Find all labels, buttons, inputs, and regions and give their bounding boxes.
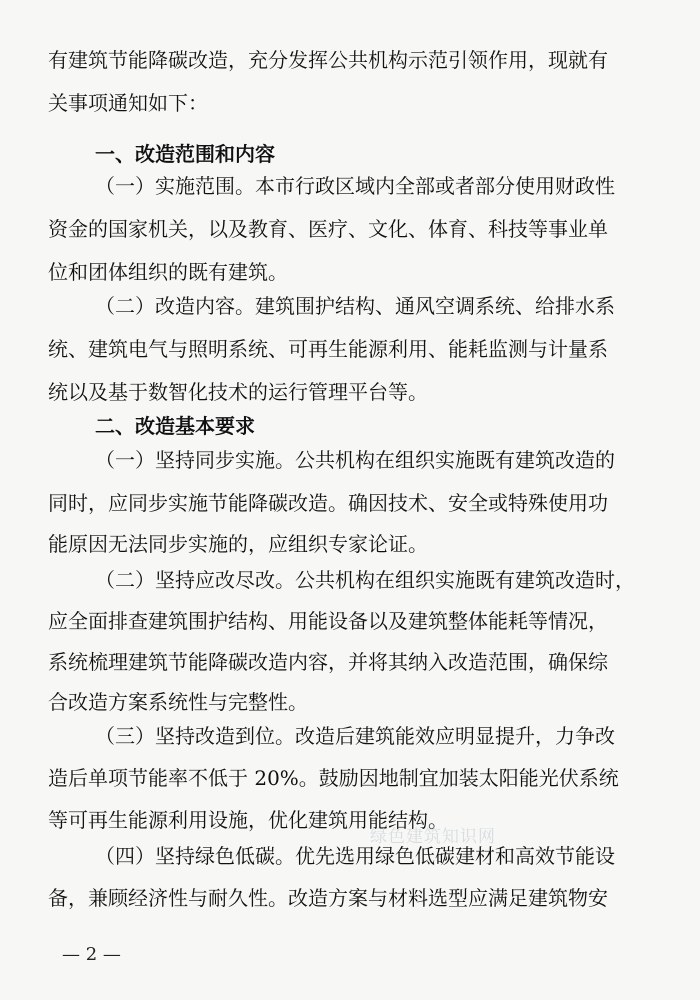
text-line-5: 资金的国家机关，以及教育、医疗、文化、体育、科技等事业单 [48, 217, 608, 241]
text-line-22: 备，兼顾经济性与耐久性。改造方案与材料选型应满足建筑物安 [48, 886, 608, 910]
text-line-17: 合改造方案系统性与完整性。 [48, 690, 308, 714]
text-line-15: 应全面排查建筑围护结构、用能设备以及建筑整体能耗等情况， [48, 609, 608, 633]
text-line-12: 同时，应同步实施节能降碳改造。确因技术、安全或特殊使用功 [48, 491, 608, 515]
text-line-6: 位和团体组织的既有建筑。 [48, 260, 288, 284]
text-line-18: （三）坚持改造到位。改造后建筑能效应明显提升，力争改 [95, 724, 615, 748]
text-line-7: （二）改造内容。建筑围护结构、通风空调系统、给排水系 [95, 294, 615, 318]
text-line-4: （一）实施范围。本市行政区域内全部或者部分使用财政性 [95, 174, 615, 198]
text-line-11: （一）坚持同步实施。公共机构在组织实施既有建筑改造的 [95, 448, 615, 472]
text-line-19: 造后单项节能率不低于 20%。鼓励因地制宜加装太阳能光伏系统 [48, 766, 619, 790]
text-line-16: 系统梳理建筑节能降碳改造内容，并将其纳入改造范围，确保综 [48, 650, 608, 674]
text-line-14: （二）坚持应改尽改。公共机构在组织实施既有建筑改造时， [95, 568, 635, 592]
page-number: — 2 — [62, 944, 121, 965]
text-line-2: 关事项通知如下： [48, 91, 208, 115]
watermark: 绿色建筑知识网 [370, 827, 496, 847]
text-line-13: 能原因无法同步实施的，应组织专家论证。 [48, 532, 428, 556]
section-heading-1: 一、改造范围和内容 [95, 142, 275, 166]
text-line-9: 统以及基于数智化技术的运行管理平台等。 [48, 380, 428, 404]
text-line-8: 统、建筑电气与照明系统、可再生能源利用、能耗监测与计量系 [48, 337, 608, 361]
text-line-20: 等可再生能源利用设施，优化建筑用能结构。 [48, 808, 448, 832]
text-line-21: （四）坚持绿色低碳。优先选用绿色低碳建材和高效节能设 [95, 844, 615, 868]
text-line-1: 有建筑节能降碳改造，充分发挥公共机构示范引领作用，现就有 [48, 48, 608, 72]
section-heading-2: 二、改造基本要求 [95, 414, 255, 438]
